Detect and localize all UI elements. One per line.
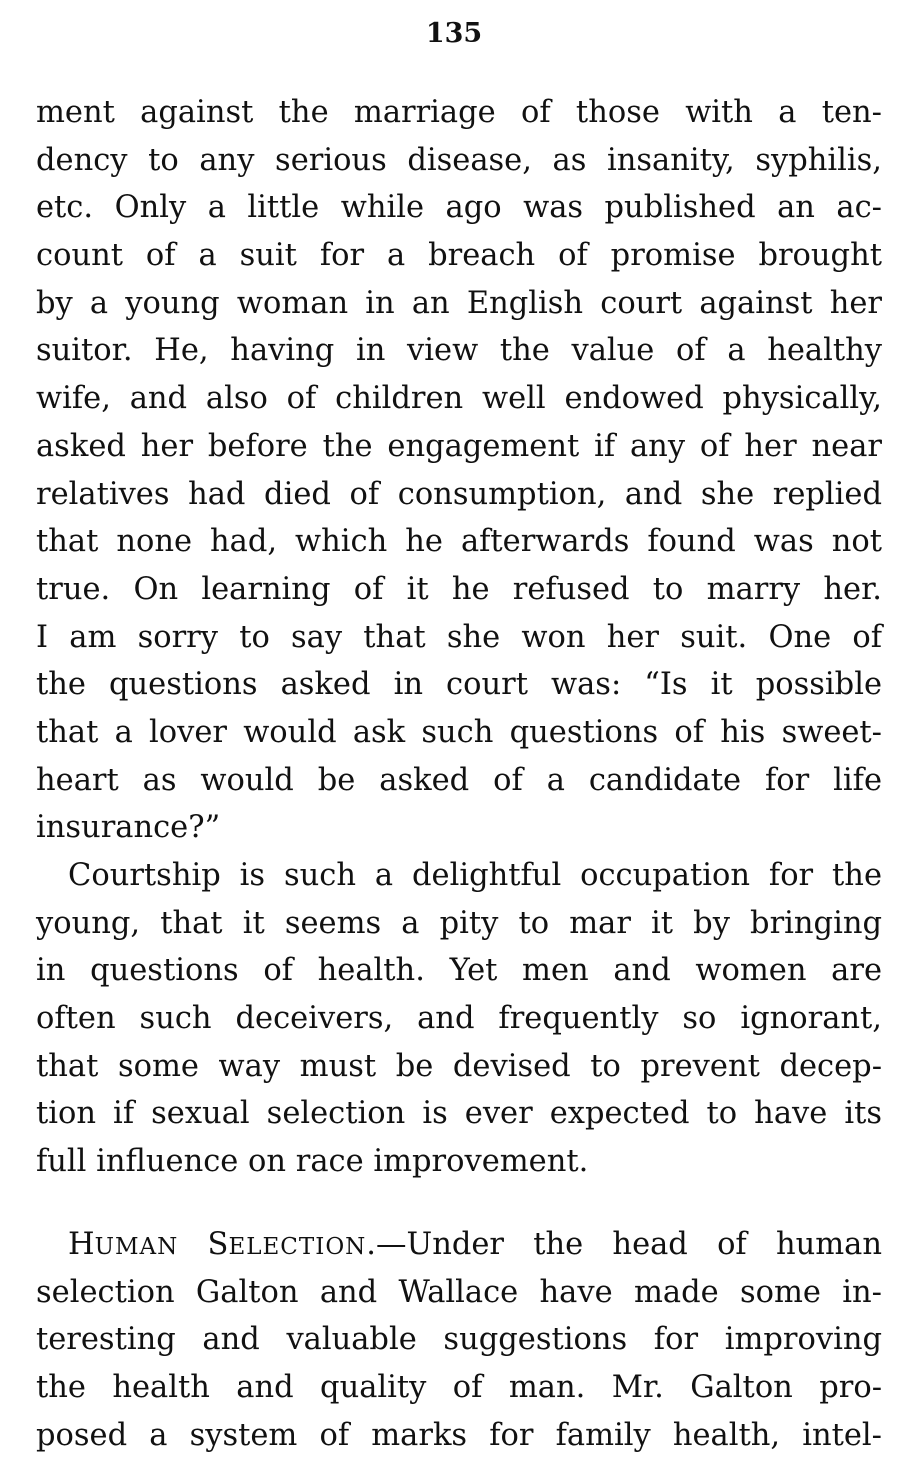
section-first-line	[36, 1221, 882, 1269]
text-line: ment against the marriage of those with a ten-	[36, 95, 882, 130]
text-line: heart as would be asked of a candidate for life	[36, 762, 882, 798]
text-line: etc. Only a little while ago was published an ac-	[36, 190, 882, 226]
text-line: by a young woman in an English court against her	[36, 285, 882, 321]
text-line: insurance?”	[36, 810, 221, 846]
text-line: count of a suit for a breach of promise brought	[36, 238, 882, 274]
page-number: 135	[425, 18, 483, 49]
text-line: often such deceivers, and frequently so ignorant,	[36, 1001, 882, 1037]
text-line: selection Galton and Wallace have made some in-	[36, 1274, 882, 1310]
text-line: that some way must be devised to prevent decep-	[36, 1048, 882, 1084]
section-heading	[68, 1227, 407, 1262]
text-line: the questions asked in court was: “Is it possible	[36, 667, 882, 703]
section-human-selection	[36, 1221, 882, 1459]
text-line: suitor. He, having in view the value of a healthy	[36, 333, 882, 369]
heading-initial: S	[207, 1227, 229, 1262]
text-line: that none had, which he afterwards found was not	[36, 524, 882, 560]
text-line: young, that it seems a pity to mar it by bringing	[36, 905, 882, 941]
text-line: tion if sexual selection is ever expected to have its	[36, 1096, 882, 1132]
text-line: posed a system of marks for family health, intel-	[36, 1417, 882, 1453]
body-text	[36, 89, 882, 1186]
text-line: true. On learning of it he refused to marry her.	[36, 571, 882, 607]
text-line: relatives had died of consumption, and she replied	[36, 476, 882, 512]
text-line: full influence on race improvement.	[36, 1144, 589, 1180]
heading-small-caps: UMAN	[94, 1234, 179, 1260]
text-line: the health and quality of man. Mr. Galton pro-	[36, 1370, 882, 1406]
text-line: that a lover would ask such questions of his sweet-	[36, 714, 882, 750]
text-line: in questions of health. Yet men and women are	[36, 953, 882, 989]
heading-initial: H	[68, 1227, 95, 1262]
text-line: asked her before the engagement if any of her near	[36, 428, 882, 464]
text-line: Courtship is such a delightful occupation for the	[68, 858, 882, 893]
heading-punctuation: .—	[366, 1227, 407, 1262]
heading-small-caps: ELECTION	[228, 1234, 367, 1260]
text-line: I am sorry to say that she won her suit. One of	[36, 619, 882, 655]
text-line: wife, and also of children well endowed physically,	[36, 381, 882, 417]
section-first-line-text: Under the head of human	[406, 1227, 882, 1262]
text-line: dency to any serious disease, as insanity, syphilis,	[36, 142, 882, 178]
text-line: teresting and valuable suggestions for improving	[36, 1322, 882, 1358]
